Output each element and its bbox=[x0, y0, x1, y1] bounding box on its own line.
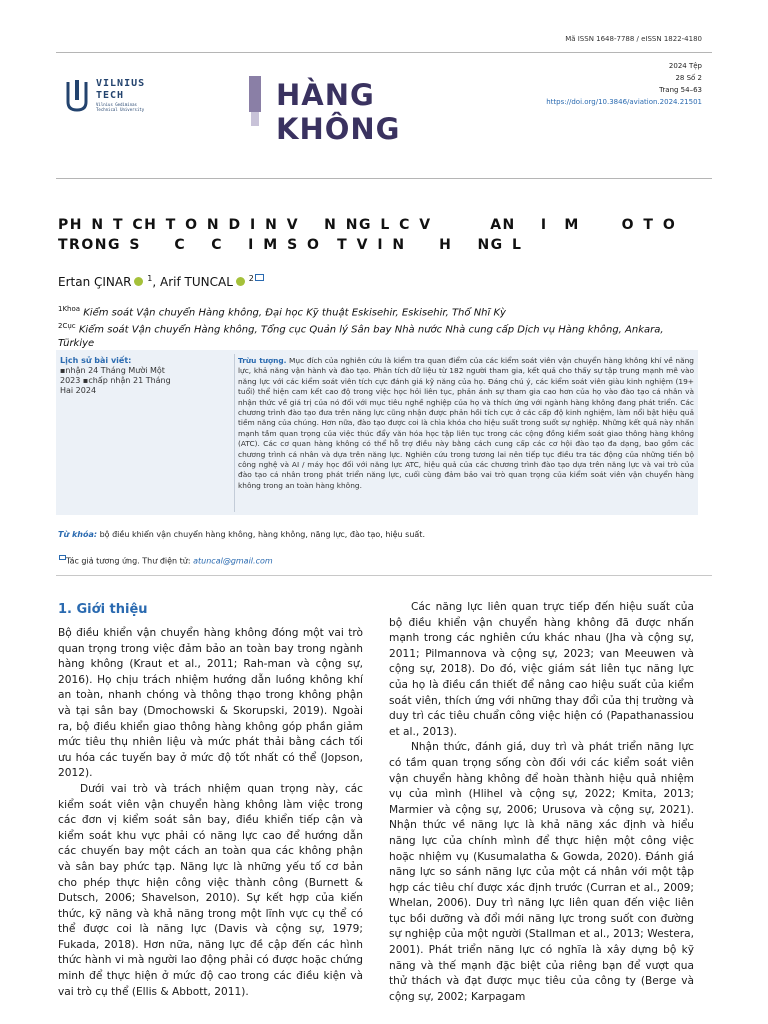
affiliation-mark: 1Khoa bbox=[58, 305, 81, 313]
affiliation-2 bbox=[58, 319, 698, 351]
history-item: 2023 ▪chấp nhận 21 Tháng bbox=[60, 376, 171, 385]
issn-line: Mã ISSN 1648-7788 / eISSN 1822-4180 bbox=[565, 35, 702, 43]
author-separator: , bbox=[152, 275, 160, 289]
article-title bbox=[58, 215, 708, 255]
affiliation-1 bbox=[58, 302, 698, 320]
abstract-label: Trừu tượng. bbox=[238, 356, 287, 365]
corresponding-email[interactable]: atuncal@gmail.com bbox=[193, 556, 273, 566]
vilnius-tech-logo-mark-icon bbox=[66, 80, 88, 112]
article-info-box bbox=[56, 350, 698, 515]
keywords bbox=[58, 530, 698, 539]
info-divider bbox=[234, 354, 235, 512]
vilnius-tech-logo bbox=[66, 76, 176, 116]
history-label: Lịch sử bài viết: bbox=[60, 356, 132, 365]
abstract bbox=[238, 356, 694, 491]
affiliation-text: Kiểm soát Vận chuyển Hàng không, Tổng cục Quản lý Sân bay Nhà nước Nhà cung cấp Dịch vụ Hàng không, Ankara, Türkiye bbox=[58, 324, 664, 350]
body-paragraph: Nhận thức, đánh giá, duy trì và phát triển năng lực có tầm quan trọng sống còn đối với các kiểm soát viên vận chuyển hàng không để hoàn thành hiệu quả nhiệm vụ của mình (Hlihel và cộng sự, 2022; Kmita, 2013; Marmier và cộng sự, 2006; Urusova và cộng sự, 2021). Nhận thức về năng lực là khả năng xác định và hiểu năng lực của chính mình để thực hiện một công việc hoặc nhiệm vụ (Kusumalatha & Gowda, 2020). Đánh giá năng lực so sánh năng lực của một cá nhân với một tập hợp các tiêu chí được xác định trước (Curran et al., 2009; Whelan, 2006). Duy trì năng lực liên quan đến việc liên tục bồi dưỡng và đổi mới năng lực trong suốt con đường sự nghiệp của một người (Stallman et al., 2013; Westera, 2001). Phát triển năng lực có nghĩa là xây dựng bộ kỹ năng và thế mạnh đặc biệt của riêng bạn để vượt qua thử thách và đạt được mục tiêu của công ty (Berge và cộng sự, 2002; Karpagam bbox=[389, 741, 694, 1003]
body-paragraph: Dưới vai trò và trách nhiệm quan trọng này, các kiểm soát viên vận chuyển hàng không làm việc trong các đơn vị kiểm soát sân bay, điều khiển tiếp cận và kiểm soát khu vực phải có năng lực cao để hướng dẫn các chuyến bay một cách an toàn qua các không phận và sân bay phức tạp. Năng lực là những yếu tố cơ bản cho phép thực hiện công việc thành công (Burnett & Dutsch, 2006; Shavelson, 2010). Sự kết hợp của kiến thức, kỹ năng và khả năng trong một lĩnh vực cụ thể có thể được coi là năng lực (Davis và cộng sự, 1979; Fukada, 2018). Hơn nữa, năng lực đề cập đến các hình thức hành vi mà người lao động phải có được hoặc chứng minh để thực hiện ở mức độ cao trong các điều kiện và vai trò cụ thể (Ellis & Abbott, 2011). bbox=[58, 782, 363, 998]
author-affiliation-mark: 1 bbox=[147, 274, 153, 283]
header-top-rule bbox=[56, 52, 712, 53]
history-item: ▪nhận 24 Tháng Mười Một bbox=[60, 366, 165, 375]
journal-color-bar bbox=[249, 76, 261, 112]
logo-name-line2: TECH bbox=[96, 90, 125, 101]
abstract-text: Mục đích của nghiên cứu là kiểm tra quan điểm của các kiểm soát viên vận chuyển hàng không khí về năng lực, khả năng vận hành và đào tạo. Phân tích dữ liệu từ 182 người tham gia, kết quả cho thấy sự tập trung mạnh mẽ vào năng lực với các kiểm soát viên tích cực đánh giá kỹ năng của họ. Đáng chú ý, các kiểm soát viên giàu kinh nghiệm (19+ tuổi) thể hiện cam kết cao độ trong việc học hỏi liên tục, phản ánh sự tham gia cao hơn của họ vào đào tạo cá nhân và nhận thức về giá trị của nó đối với mục tiêu nghề nghiệp của họ và thích ứng với ngành hàng không đang phát triển. Các chương trình đào tạo đưa trên năng lực cũng nhận được phản hồi tích cực ở các cấp độ kinh nghiệm, làm nổi bật hiệu quả tiềm năng của chúng. Hơn nữa, đào tạo được coi là chìa khóa cho hiệu suất trong suốt sự nghiệp. Những kết quả này nhấn mạnh tầm quan trọng của việc thúc đẩy văn hóa học tập liên tục trong các cộng đồng kiểm soát giao thông hàng không (ATC). Các cơ quan hàng không có thể hỗ trợ điều này bằng cách cung cấp các cơ hội đào tạo đa dạng, bao gồm các chương trình cá nhân và dựa trên năng lực. Nghiên cứu trong tương lai nên tiếp tục điều tra tác động của những tiến bộ công nghệ và AI / máy học đối với năng lực ATC, hiệu quả của các chương trình đào tạo dựa trên năng lực và vai trò của đào tạo cá nhân trong phát triển năng lực, cuối cùng đảm bảo vai trò quan trọng của kiểm soát viên vận chuyển hàng không trong an toàn hàng không. bbox=[238, 356, 694, 490]
section-heading: 1. Giới thiệu bbox=[58, 602, 148, 617]
body-paragraph: Bộ điều khiển vận chuyển hàng không đóng một vai trò quan trọng trong việc đảm bảo an toàn bay trong ngành hàng không (Kraut et al., 2011; Rah-man và cộng sự, 2016). Họ chịu trách nhiệm hướng dẫn luồng không khí an toàn, nhanh chóng và thông thạo trong không phận và tại sân bay (Dmochowski & Skorupski, 2019). Ngoài ra, bộ điều khiển giao thông hàng không góp phần giảm mức tiêu thụ nhiên liệu và mức phát thải bằng cách tối ưu hóa các tuyến bay ở mức độ tốt nhất có thể (Jopson, 2012). bbox=[58, 627, 363, 780]
orcid-icon[interactable] bbox=[236, 277, 245, 286]
section-rule bbox=[56, 575, 712, 576]
orcid-icon[interactable] bbox=[134, 277, 143, 286]
keywords-text: bộ điều khiển vận chuyển hàng không, hàng không, năng lực, đào tạo, hiệu suất. bbox=[97, 530, 425, 539]
keywords-label: Từ khóa: bbox=[58, 530, 98, 539]
article-title-line1: PH N T CH T O N D I N V N NG L C V AN I M O T O bbox=[58, 217, 677, 233]
article-title-line2: TRONG S C C I M S O T V I N H NG L bbox=[58, 237, 523, 253]
journal-color-bar-lower bbox=[251, 112, 259, 126]
author-name: Arif TUNCAL bbox=[160, 275, 233, 289]
body-paragraph: Các năng lực liên quan trực tiếp đến hiệu suất của bộ điều khiển vận chuyển hàng không đã được nhấn mạnh trong các nghiên cứu khác nhau (Jha và cộng sự, 2011; Pilmannova và cộng sự, 2023; van Meeuwen và cộng sự, 2018). Do đó, việc giám sát liên tục năng lực của họ là điều cần thiết để nâng cao hiệu suất của kiểm soát viên, thích ứng với những thay đổi của thị trường và duy trì các tiêu chuẩn công việc hiện có (Papathanassiou et al., 2013). bbox=[389, 601, 694, 738]
article-history bbox=[60, 356, 228, 396]
logo-sub-line1: Vilnius Gediminas bbox=[96, 102, 137, 107]
author-affiliation-mark: 2 bbox=[248, 274, 254, 283]
issue-number: 28 Số 2 bbox=[675, 74, 702, 82]
corresponding-author bbox=[58, 555, 273, 566]
affiliation-mark: 2Cục bbox=[58, 322, 76, 330]
body-column-right bbox=[389, 600, 694, 1005]
logo-name-line1: VILNIUS bbox=[96, 78, 146, 89]
page-range: Trang 54–63 bbox=[659, 86, 702, 94]
year-volume: 2024 Tệp bbox=[668, 62, 702, 70]
logo-sub-line2: Technical University bbox=[96, 107, 145, 112]
mail-icon bbox=[59, 555, 66, 560]
author-name: Ertan ÇINAR bbox=[58, 275, 132, 289]
history-item: Hai 2024 bbox=[60, 386, 97, 395]
body-column-left bbox=[58, 600, 363, 1000]
affiliation-text: Kiểm soát Vận chuyển Hàng không, Đại học Kỹ thuật Eskisehir, Eskisehir, Thổ Nhĩ Kỳ bbox=[80, 307, 506, 319]
mail-icon[interactable] bbox=[255, 274, 264, 281]
header-bottom-rule bbox=[56, 178, 712, 179]
issue-meta bbox=[546, 60, 702, 108]
corresponding-label: Tác giả tương ứng. Thư điện tử: bbox=[66, 556, 194, 566]
author-list bbox=[58, 274, 264, 289]
doi-link[interactable]: https://doi.org/10.3846/aviation.2024.21501 bbox=[546, 98, 702, 106]
journal-title: HÀNG KHÔNG bbox=[276, 78, 401, 146]
